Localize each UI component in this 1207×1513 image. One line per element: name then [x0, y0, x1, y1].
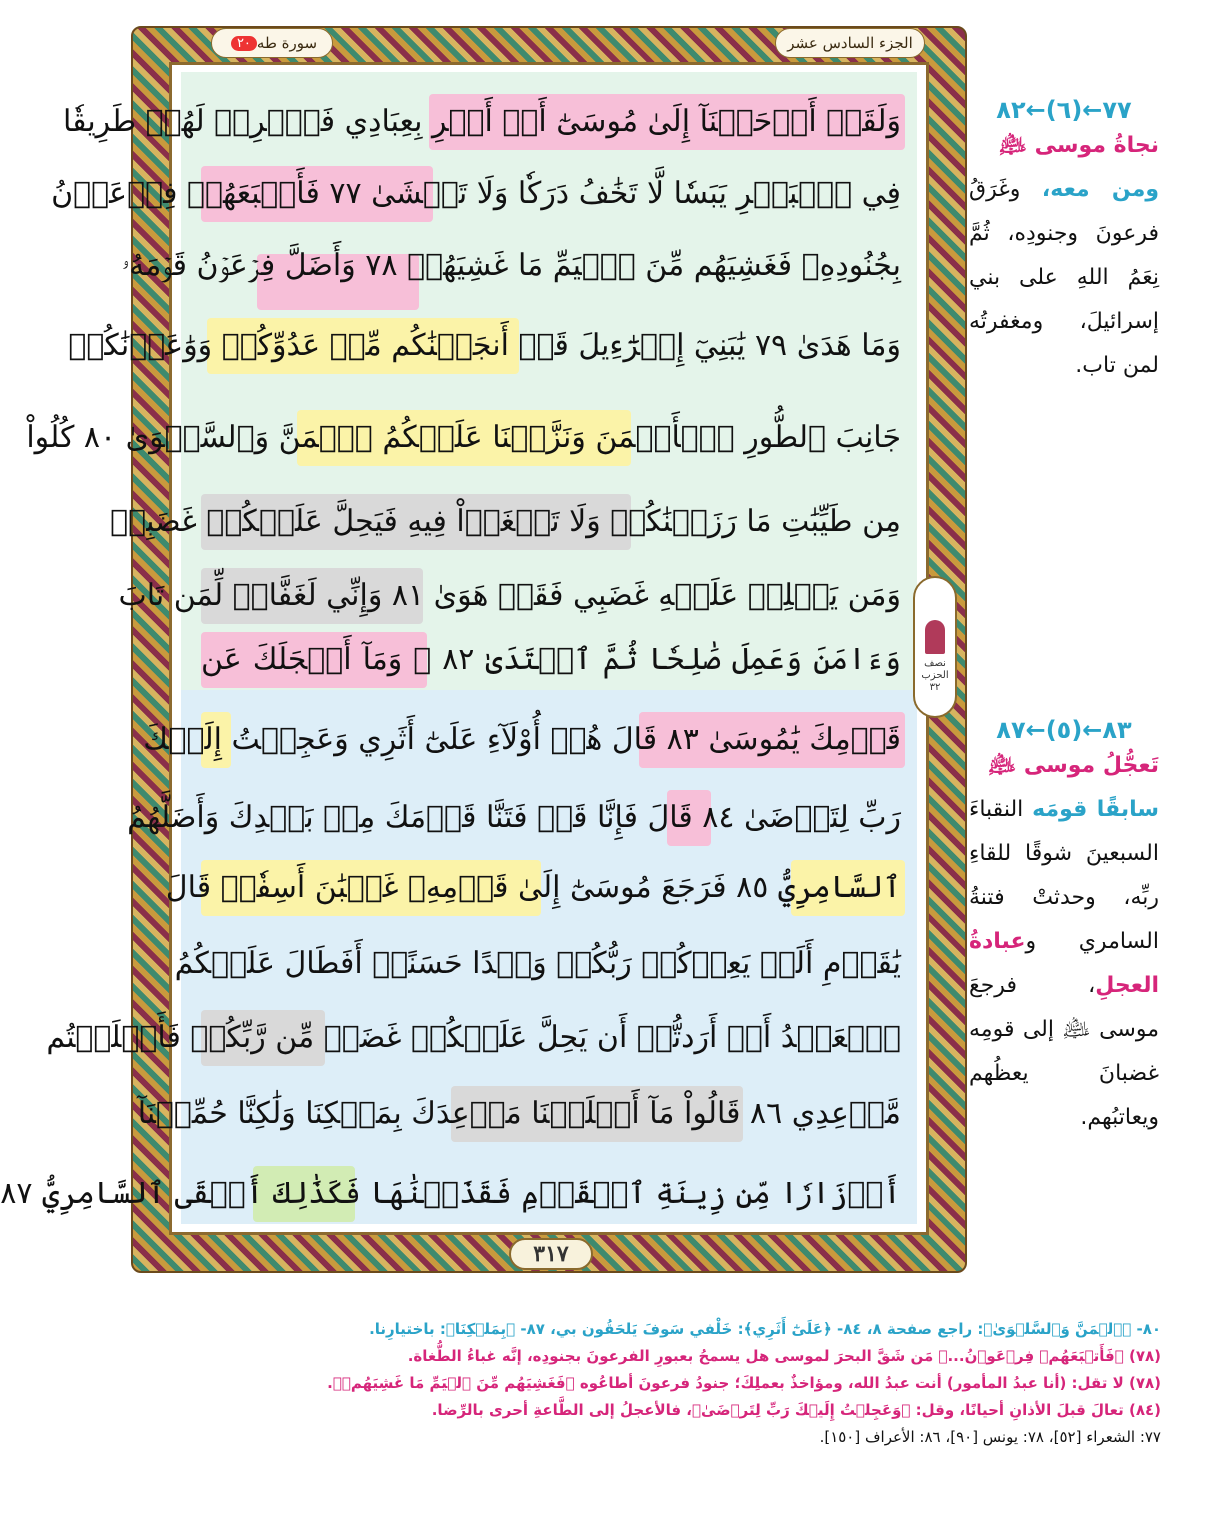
- side-note-subtitle: سابقًا قومَه: [1032, 797, 1160, 822]
- mosque-icon: [925, 620, 945, 654]
- juz-label: الجزء السادس عشر: [787, 34, 913, 52]
- verse-line: ٱلسَّامِرِيُّ ٨٥ فَرَجَعَ مُوسَىٰٓ إِلَىٰ قَوۡمِهِۦ غَضۡبَٰنَ أَسِفٗاۚ قَالَ: [165, 870, 901, 905]
- verse-line: وَلَقَدۡ أَوۡحَيۡنَآ إِلَىٰ مُوسَىٰٓ أَنۡ أَسۡرِ بِعِبَادِي فَٱضۡرِبۡ لَهُمۡ طَرِيقٗا: [63, 104, 901, 139]
- verse-line: وَءَامَنَ وَعَمِلَ صَٰلِحٗا ثُمَّ ٱهۡتَدَىٰ ٨٢ ۞ وَمَآ أَعۡجَلَكَ عَن: [201, 642, 901, 677]
- footnotes: [151, 1316, 1161, 1451]
- verse-line: مَّوۡعِدِي ٨٦ قَالُواْ مَآ أَخۡلَفۡنَا مَوۡعِدَكَ بِمَلۡكِنَا وَلَٰكِنَّا حُمِّلۡنَآ: [137, 1096, 901, 1131]
- verse-line: بِجُنُودِهِۦ فَغَشِيَهُم مِّنَ ٱلۡيَمِّ مَا غَشِيَهُمۡ ٧٨ وَأَضَلَّ فِرۡعَوۡنُ قَوۡمَهُۥ: [121, 248, 901, 283]
- page-number: ٣١٧: [509, 1238, 593, 1270]
- side-note-title: نجاةُ موسى ﵇: [998, 133, 1159, 158]
- surah-label: سورة طه: [256, 34, 318, 52]
- verse-range: ٨٣←(٥)←٨٧: [996, 716, 1132, 744]
- verse-line: فِي ٱلۡبَحۡرِ يَبَسٗا لَّا تَخَٰفُ دَرَكٗا وَلَا تَخۡشَىٰ ٧٧ فَأَتۡبَعَهُمۡ فِرۡعَوۡنُ: [51, 176, 901, 211]
- verse-line: رَبِّ لِتَرۡضَىٰ ٨٤ قَالَ فَإِنَّا قَدۡ فَتَنَّا قَوۡمَكَ مِنۢ بَعۡدِكَ وَأَضَلَّهُمُ: [127, 800, 901, 835]
- side-note-2: [969, 716, 1159, 1140]
- side-note-text: وغَرَقُ فرعونَ وجنودِه، ثُمَّ نِعَمُ اللهِ على بني إسرائيلَ، ومغفرتُه لمن تاب.: [969, 177, 1159, 378]
- side-note-body: [969, 124, 1159, 388]
- side-note-text: النقباءَ السبعينَ شوقًا للقاءِ ربِّه، وحدثتْ فتنةُ السامري و: [969, 797, 1159, 954]
- verse-line: وَمَن يَحۡلِلۡ عَلَيۡهِ غَضَبِي فَقَدۡ هَوَىٰ ٨١ وَإِنِّي لَغَفَّارٞ لِّمَن تَابَ: [118, 578, 901, 613]
- footnote-vocabulary: ٨٠- ﴿ٱلۡمَنَّ وَٱلسَّلۡوَىٰ﴾: راجع صفحة ٨، ٨٤- ﴿عَلَىٰٓ أَثَرِي﴾: خَلْفي سَوفَ يَلحَقُون بي، ٨٧- ﴿بِمَلۡكِنَا﴾: باختيارِنا.: [369, 1320, 1161, 1338]
- side-note-subtitle: ومن معه،: [1041, 177, 1159, 202]
- side-note-1: [969, 96, 1159, 388]
- hizb-label: نصف الحزب ٣٢: [921, 658, 949, 693]
- verse-line: مِن طَيِّبَٰتِ مَا رَزَقۡنَٰكُمۡ وَلَا تَطۡغَوۡاْ فِيهِ فَيَحِلَّ عَلَيۡكُمۡ غَضَبِيۖ: [110, 504, 901, 539]
- side-note-text: ، فرجعَ موسى ﵇ إلى قومِه غضبانَ يعظُهم ويعاتبُهم.: [969, 973, 1159, 1130]
- footnote-cross-reference: ٧٧: الشعراء [٥٢]، ٧٨: يونس [٩٠]، ٨٦: الأعراف [١٥٠].: [819, 1428, 1161, 1446]
- side-note-highlight: عبادةُ العجلِ: [969, 929, 1159, 998]
- surah-title: [211, 28, 333, 58]
- juz-title: [775, 28, 925, 58]
- verse-line: وَمَا هَدَىٰ ٧٩ يَٰبَنِيٓ إِسۡرَٰٓءِيلَ قَدۡ أَنجَيۡنَٰكُم مِّنۡ عَدُوِّكُمۡ وَوَٰعَدۡنَٰكُمۡ: [68, 328, 901, 363]
- surah-number: ٢٠: [231, 36, 257, 51]
- footnote-reflection: (٧٨) ﴿فَأَتۡبَعَهُمۡ فِرۡعَوۡنُ...﴾ مَن شَقَّ البحرَ لموسى هل يسمحُ بعبورِ الفرعونَ بجنودِه، إنَّه غباءُ الطُّغاة.: [407, 1347, 1161, 1365]
- verse-line: أَوۡزَارٗا مِّن زِينَةِ ٱلۡقَوۡمِ فَقَذَفۡنَٰهَا فَكَذَٰلِكَ أَلۡقَى ٱلسَّامِرِيُّ ٨٧: [0, 1176, 901, 1211]
- verse-line: قَوۡمِكَ يَٰمُوسَىٰ ٨٣ قَالَ هُمۡ أُوْلَآءِ عَلَىٰٓ أَثَرِي وَعَجِلۡتُ إِلَيۡكَ: [143, 722, 901, 757]
- side-note-body: [969, 744, 1159, 1140]
- footnote-reflection: (٨٤) تعالَ قبلَ الأذانِ أحيانًا، وقل: ﴿وَعَجِلۡتُ إِلَيۡكَ رَبِّ لِتَرۡضَىٰ﴾، فالأعجلُ إلى الطَّاعةِ أحرى بالرِّضا.: [431, 1401, 1161, 1419]
- footnote-reflection: (٧٨) لا تقل: (أنا عبدُ المأمور) أنت عبدُ الله، ومؤاخذٌ بعملِكَ؛ جنودُ فرعونَ أطاعُوه ﴿فَغَشِيَهُم مِّنَ ٱلۡيَمِّ مَا غَشِيَهُمۡ﴾.: [327, 1374, 1161, 1392]
- verse-range: ٧٧←(٦)←٨٢: [996, 96, 1132, 124]
- verse-line: جَانِبَ ٱلطُّورِ ٱلۡأَيۡمَنَ وَنَزَّلۡنَا عَلَيۡكُمُ ٱلۡمَنَّ وَٱلسَّلۡوَىٰ ٨٠ كُلُواْ: [26, 420, 901, 455]
- verse-line: ٱلۡعَهۡدُ أَمۡ أَرَدتُّمۡ أَن يَحِلَّ عَلَيۡكُمۡ غَضَبٞ مِّن رَّبِّكُمۡ فَأَخۡلَفۡتُم: [46, 1020, 901, 1055]
- verse-line: يَٰقَوۡمِ أَلَمۡ يَعِدۡكُمۡ رَبُّكُمۡ وَعۡدًا حَسَنًاۚ أَفَطَالَ عَلَيۡكُمُ: [174, 946, 901, 981]
- side-note-title: تَعجُّلُ موسى ﵇: [987, 753, 1159, 778]
- hizb-marker: [913, 576, 957, 718]
